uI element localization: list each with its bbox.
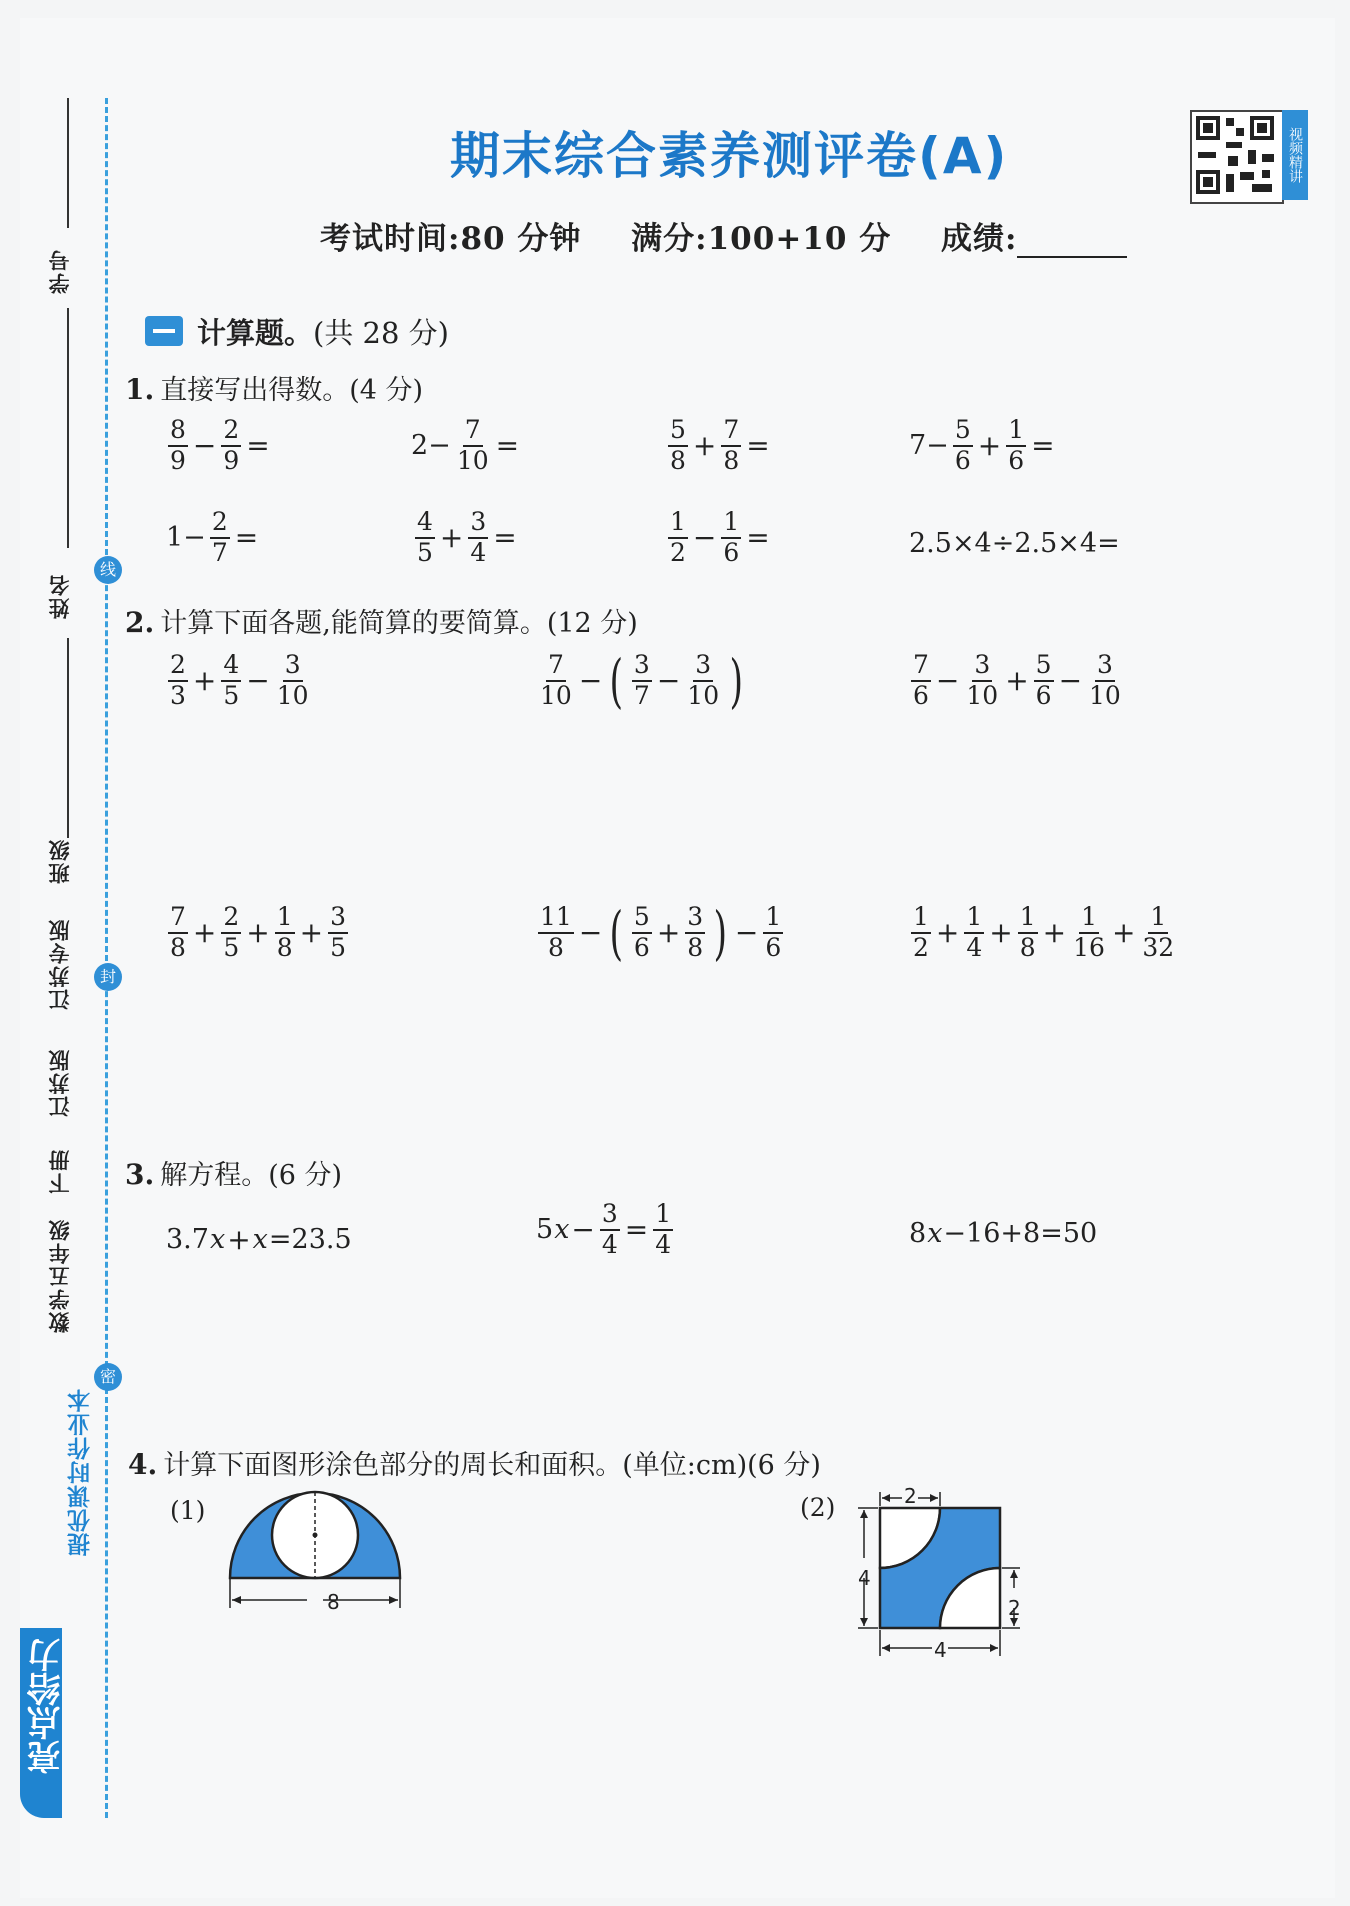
seal-mark: 封	[94, 963, 122, 991]
figure-2-dim-bottom: 4	[934, 1638, 947, 1662]
exam-time: 考试时间:80 分钟	[320, 221, 582, 257]
q1-item-6: $\frac{4}{5}$ + $\frac{3}{4}$ =	[417, 507, 517, 567]
section-one-title: 计算题。(共 28 分)	[197, 316, 449, 350]
student-no-line	[67, 98, 69, 228]
qr-code[interactable]	[1190, 110, 1284, 204]
full-score: 满分:100+10 分	[631, 221, 892, 257]
figure-1-semicircle	[215, 1478, 405, 1618]
q2-item-1: $\frac{2}{3}$ + $\frac{4}{5}$ − $\frac{3}{10}$	[170, 650, 309, 710]
question-2-title: 2. 计算下面各题,能简算的要简算。(12 分)	[125, 606, 638, 639]
question-3-title: 3. 解方程。(6 分)	[125, 1158, 343, 1191]
page-title: 期末综合素养测评卷(A)	[450, 127, 1009, 185]
name-line	[67, 308, 69, 548]
q2-item-4: $\frac{7}{8}$ + $\frac{2}{5}$ + $\frac{1}{8}$ + $\frac{3}{5}$	[170, 902, 347, 962]
q1-item-7: $\frac{1}{2}$ − $\frac{1}{6}$ =	[670, 507, 770, 567]
q1-item-2: 2− $\frac{7}{10}$ =	[411, 415, 520, 475]
q3-item-2: 5 x − $\frac{3}{4}$ = $\frac{1}{4}$	[536, 1199, 672, 1259]
student-no-label: 学号	[48, 248, 72, 294]
circle-center	[313, 1533, 318, 1538]
brand-subtitle: 提优课时作业本	[68, 1388, 94, 1556]
video-lesson-label: 视频精讲	[1282, 110, 1308, 200]
q1-item-3: $\frac{5}{8}$ + $\frac{7}{8}$ =	[670, 415, 770, 475]
score-blank[interactable]	[1017, 226, 1127, 258]
figure-2-dim-top: 2	[904, 1484, 917, 1508]
score-label: 成绩:	[941, 221, 1127, 257]
subject-label: 数学五年级	[48, 1218, 72, 1333]
q3-item-1: 3.7 x + x =23.5	[166, 1223, 352, 1256]
edition-label-1: 江苏专版	[48, 918, 72, 1010]
name-label: 姓名	[48, 573, 72, 619]
secret-mark: 密	[94, 1363, 122, 1391]
line-mark: 线	[94, 556, 122, 584]
edition-label-2: 江苏版	[48, 1048, 72, 1117]
figure-2-dim-right: 2	[1008, 1596, 1021, 1620]
q2-item-5: $\frac{11}{8}$ − ( $\frac{5}{6}$ + $\frac{3}{8}$ ) − $\frac{1}{6}$	[540, 898, 782, 967]
binding-dashed-line	[105, 98, 108, 1818]
section-one-badge	[145, 316, 183, 346]
q3-item-3: 8 x −16+8=50	[909, 1218, 1098, 1249]
class-line	[67, 638, 69, 838]
exam-info	[320, 213, 1127, 258]
brand-logo-text: 亮点给力	[27, 1638, 67, 1774]
question-4-title: 4. 计算下面图形涂色部分的周长和面积。(单位:cm)(6 分)	[128, 1448, 821, 1481]
figure-2-dim-left: 4	[858, 1566, 871, 1590]
figure-2-label: (2)	[800, 1493, 836, 1522]
q1-item-1: $\frac{8}{9}$ − $\frac{2}{9}$ =	[170, 415, 270, 475]
q2-item-6: $\frac{1}{2}$ + $\frac{1}{4}$ + $\frac{1}{8}$ + $\frac{1}{16}$ + $\frac{1}{32}$	[913, 902, 1175, 962]
volume-label: 下册	[48, 1148, 72, 1194]
figure-2-square	[850, 1488, 1050, 1668]
q2-item-2: $\frac{7}{10}$ − ( $\frac{3}{7}$ − $\frac{3}{10}$ )	[540, 646, 744, 715]
q1-item-4: 7− $\frac{5}{6}$ + $\frac{1}{6}$ =	[909, 415, 1055, 475]
question-1-title: 1. 直接写出得数。(4 分)	[125, 373, 424, 406]
figure-1-label: (1)	[170, 1496, 206, 1525]
q1-item-8: 2.5×4÷2.5×4=	[909, 528, 1120, 559]
worksheet-page	[20, 18, 1335, 1898]
class-label: 班级	[48, 838, 72, 884]
q2-item-3: $\frac{7}{6}$ − $\frac{3}{10}$ + $\frac{5}{6}$ − $\frac{3}{10}$	[913, 650, 1121, 710]
q1-item-5: 1− $\frac{2}{7}$ =	[166, 507, 259, 567]
figure-1-dimension: 8	[327, 1590, 340, 1614]
